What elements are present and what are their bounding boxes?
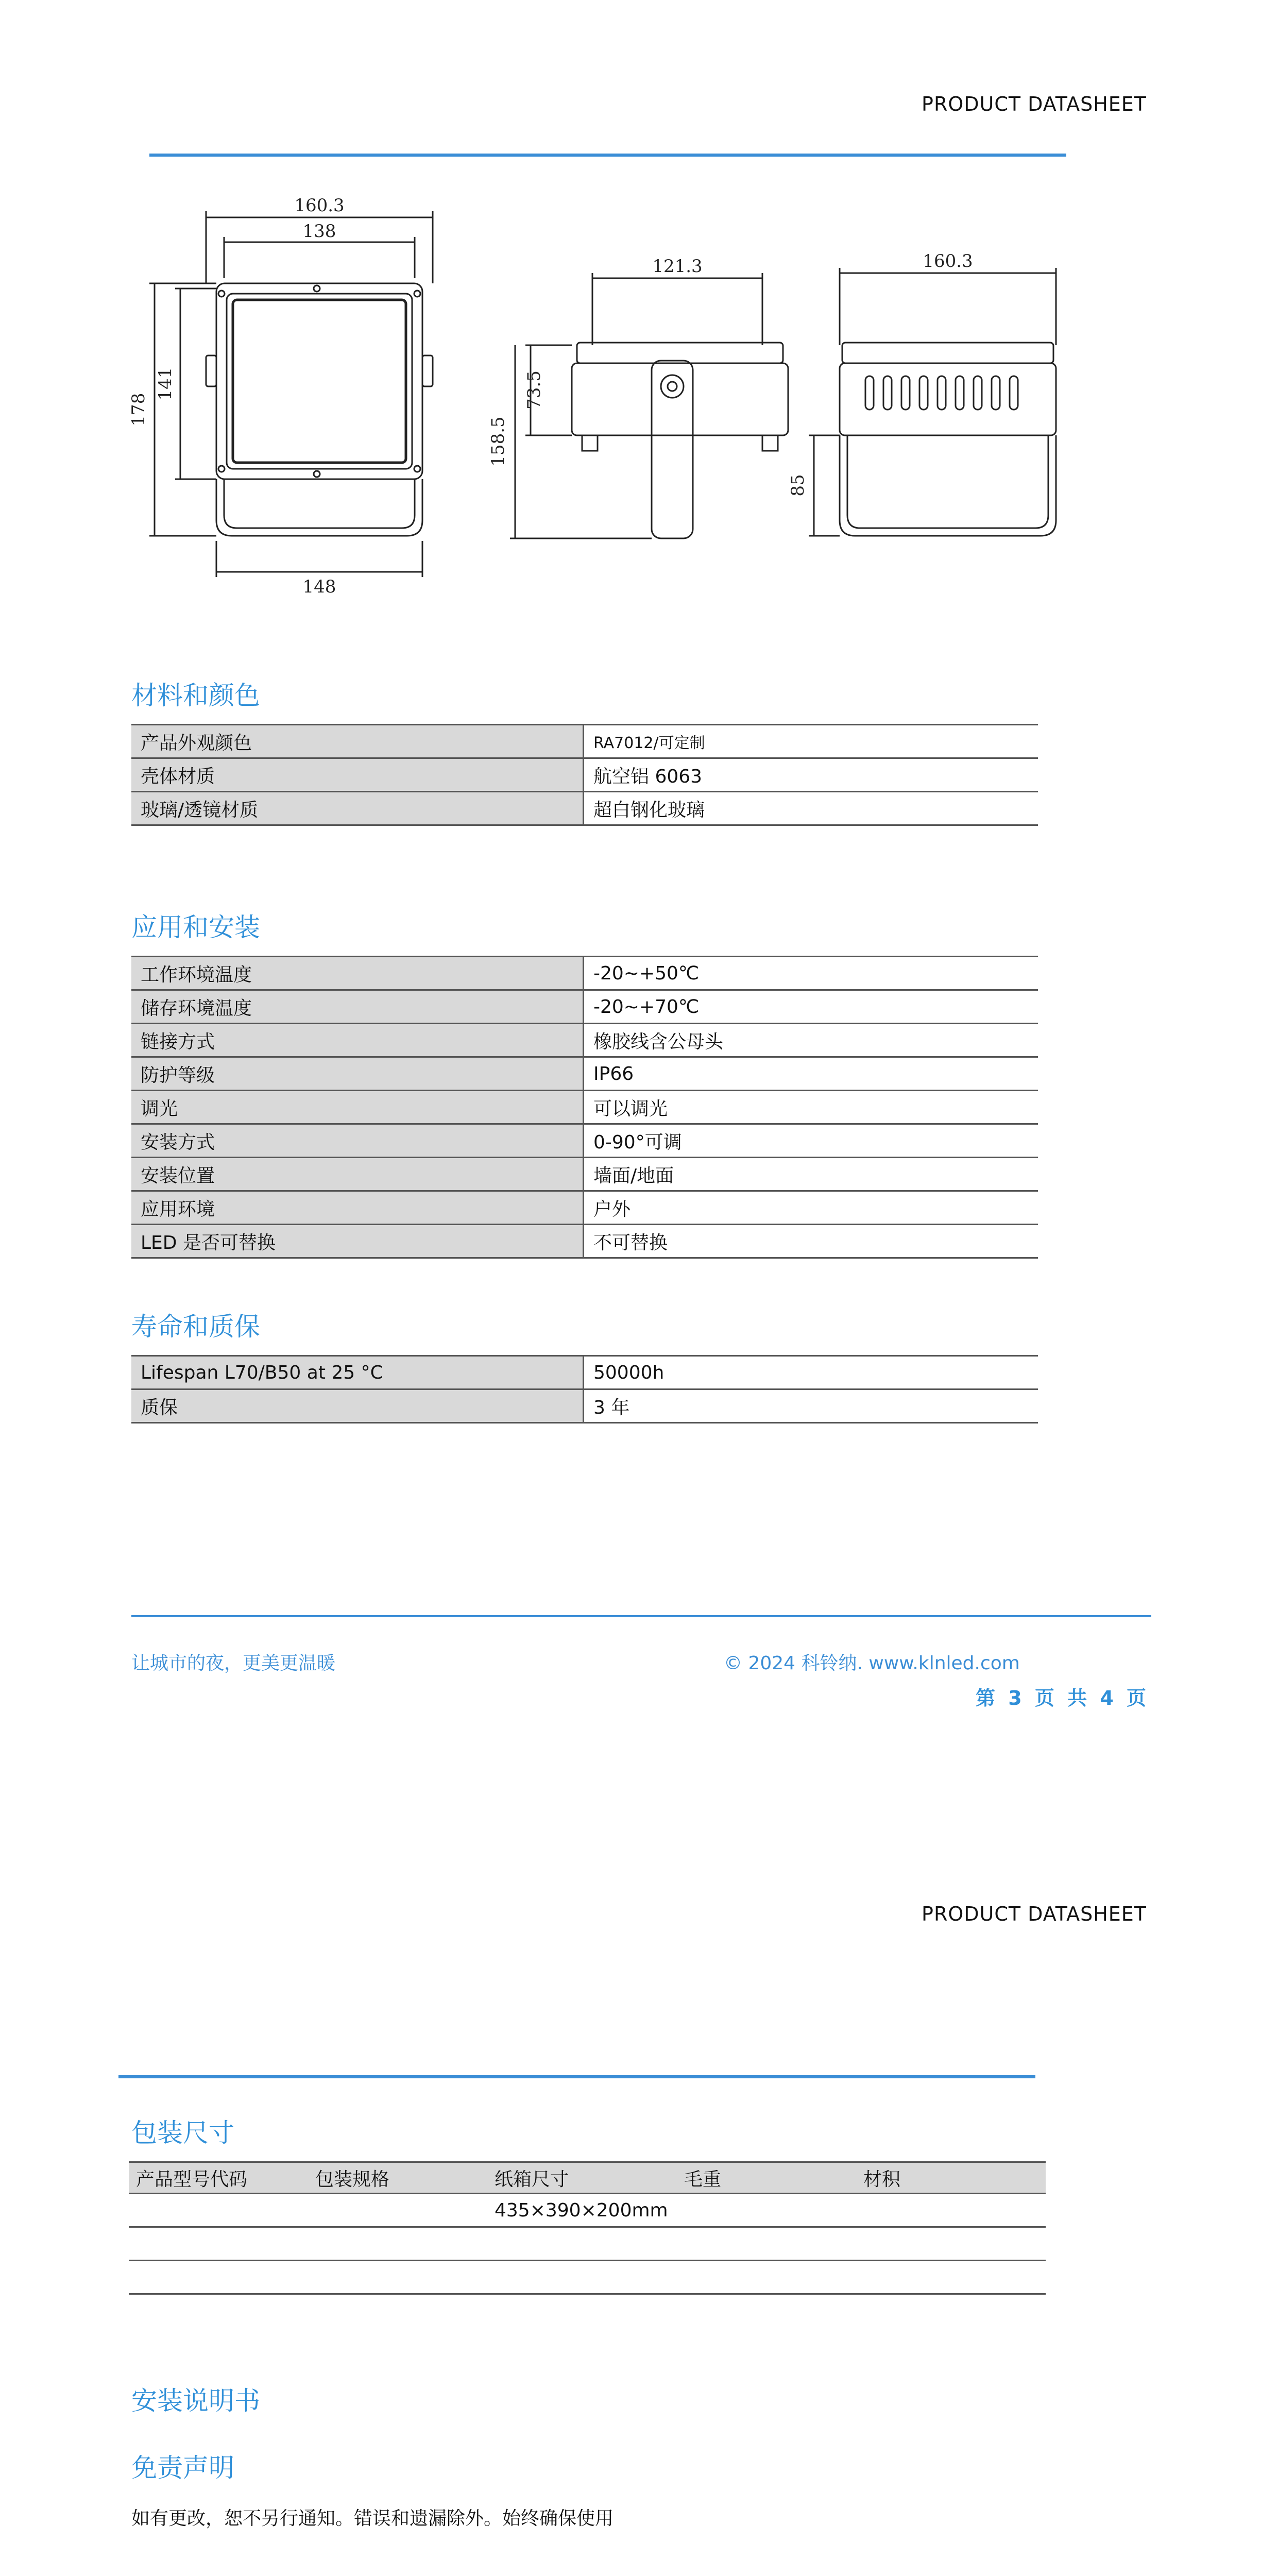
back-dim-bracket-height: 85 xyxy=(788,474,808,497)
front-dim-height-outer: 178 xyxy=(128,393,149,427)
table-cell xyxy=(308,2194,487,2227)
table-row xyxy=(131,990,1038,1024)
table-cell xyxy=(856,2227,1046,2261)
table-row xyxy=(131,1225,1038,1258)
product-dimension-drawing xyxy=(124,191,1102,603)
row-label: 壳体材质 xyxy=(131,758,584,792)
front-view xyxy=(149,211,433,577)
row-label: 防护等级 xyxy=(131,1057,584,1091)
row-value: 户外 xyxy=(584,1191,1038,1225)
table-row xyxy=(131,957,1038,990)
install-manual-title: 安装说明书 xyxy=(131,2386,260,2416)
table-row xyxy=(131,1091,1038,1124)
row-label: 质保 xyxy=(131,1389,584,1423)
table-cell xyxy=(487,2261,677,2294)
row-label: LED 是否可替换 xyxy=(131,1225,584,1258)
table-row xyxy=(129,2194,1046,2227)
row-value: 3 年 xyxy=(584,1389,1038,1423)
packaging-table xyxy=(129,2161,1046,2295)
row-value: 橡胶线含公母头 xyxy=(584,1024,1038,1057)
table-row xyxy=(131,1124,1038,1158)
front-dim-height-inner: 141 xyxy=(155,367,176,401)
page4-header-title: PRODUCT DATASHEET xyxy=(922,1903,1147,1925)
row-label: 调光 xyxy=(131,1091,584,1124)
row-label: 产品外观颜色 xyxy=(131,725,584,758)
column-header: 纸箱尺寸 xyxy=(487,2162,677,2194)
front-dim-width-inner: 138 xyxy=(302,221,336,242)
column-header: 产品型号代码 xyxy=(129,2162,308,2194)
row-value: 不可替换 xyxy=(584,1225,1038,1258)
page3-header-rule xyxy=(149,154,1066,157)
page3-header-title: PRODUCT DATASHEET xyxy=(922,93,1147,115)
materials-table xyxy=(131,724,1038,826)
column-header: 毛重 xyxy=(677,2162,856,2194)
row-label: 安装方式 xyxy=(131,1124,584,1158)
row-label: 工作环境温度 xyxy=(131,957,584,990)
table-row xyxy=(129,2227,1046,2261)
column-header: 包装规格 xyxy=(308,2162,487,2194)
packaging-section-title: 包装尺寸 xyxy=(131,2118,234,2148)
table-row xyxy=(131,792,1038,825)
row-label: 应用环境 xyxy=(131,1191,584,1225)
page3-footer-copyright: © 2024 科铃纳. www.klnled.com xyxy=(724,1653,1020,1674)
row-label: 链接方式 xyxy=(131,1024,584,1057)
row-value: IP66 xyxy=(584,1057,1038,1091)
row-label: 安装位置 xyxy=(131,1158,584,1191)
table-row xyxy=(131,725,1038,758)
application-table xyxy=(131,956,1038,1259)
table-row xyxy=(131,1191,1038,1225)
table-cell xyxy=(677,2261,856,2294)
front-dim-bracket-width: 148 xyxy=(302,577,336,597)
table-cell xyxy=(487,2227,677,2261)
table-row xyxy=(131,1356,1038,1389)
table-cell xyxy=(677,2227,856,2261)
table-cell xyxy=(856,2261,1046,2294)
table-cell xyxy=(129,2261,308,2294)
table-cell xyxy=(129,2194,308,2227)
side-dim-depth: 73.5 xyxy=(524,370,544,410)
front-dim-width-outer: 160.3 xyxy=(294,195,345,216)
table-header-row xyxy=(129,2162,1046,2194)
row-value: 航空铝 6063 xyxy=(584,758,1038,792)
table-cell xyxy=(308,2261,487,2294)
side-dim-height: 158.5 xyxy=(488,416,508,467)
back-view xyxy=(809,268,1056,536)
page3-footer-slogan: 让城市的夜，更美更温暖 xyxy=(131,1653,336,1674)
row-value: RA7012/可定制 xyxy=(584,725,1038,758)
side-dim-width: 121.3 xyxy=(652,256,703,277)
row-value: 50000h xyxy=(584,1356,1038,1389)
page3-footer-rule xyxy=(131,1615,1151,1617)
table-cell xyxy=(677,2194,856,2227)
warranty-section-title: 寿命和质保 xyxy=(131,1312,260,1342)
disclaimer-title: 免责声明 xyxy=(131,2453,234,2483)
page3-page-number: 第 3 页 共 4 页 xyxy=(975,1687,1149,1709)
table-cell: 435×390×200mm xyxy=(487,2194,677,2227)
column-header: 材积 xyxy=(856,2162,1046,2194)
row-label: 玻璃/透镜材质 xyxy=(131,792,584,825)
warranty-table xyxy=(131,1355,1038,1423)
table-row xyxy=(129,2261,1046,2294)
table-row xyxy=(131,1057,1038,1091)
disclaimer-text: 如有更改，恕不另行通知。错误和遗漏除外。始终确保使用 xyxy=(131,2508,614,2529)
row-value: 超白钢化玻璃 xyxy=(584,792,1038,825)
table-cell xyxy=(856,2194,1046,2227)
row-value: -20~+70℃ xyxy=(584,990,1038,1024)
row-label: 储存环境温度 xyxy=(131,990,584,1024)
row-value: 墙面/地面 xyxy=(584,1158,1038,1191)
row-value: -20~+50℃ xyxy=(584,957,1038,990)
table-cell xyxy=(308,2227,487,2261)
materials-section-title: 材料和颜色 xyxy=(131,681,260,710)
table-row xyxy=(131,758,1038,792)
page4-header-rule xyxy=(118,2075,1035,2078)
application-section-title: 应用和安装 xyxy=(131,912,260,942)
table-row xyxy=(131,1158,1038,1191)
table-row xyxy=(131,1389,1038,1423)
row-value: 0-90°可调 xyxy=(584,1124,1038,1158)
row-label: Lifespan L70/B50 at 25 °C xyxy=(131,1356,584,1389)
table-cell xyxy=(129,2227,308,2261)
back-dim-width: 160.3 xyxy=(923,251,973,272)
side-view xyxy=(510,273,788,538)
table-row xyxy=(131,1024,1038,1057)
row-value: 可以调光 xyxy=(584,1091,1038,1124)
